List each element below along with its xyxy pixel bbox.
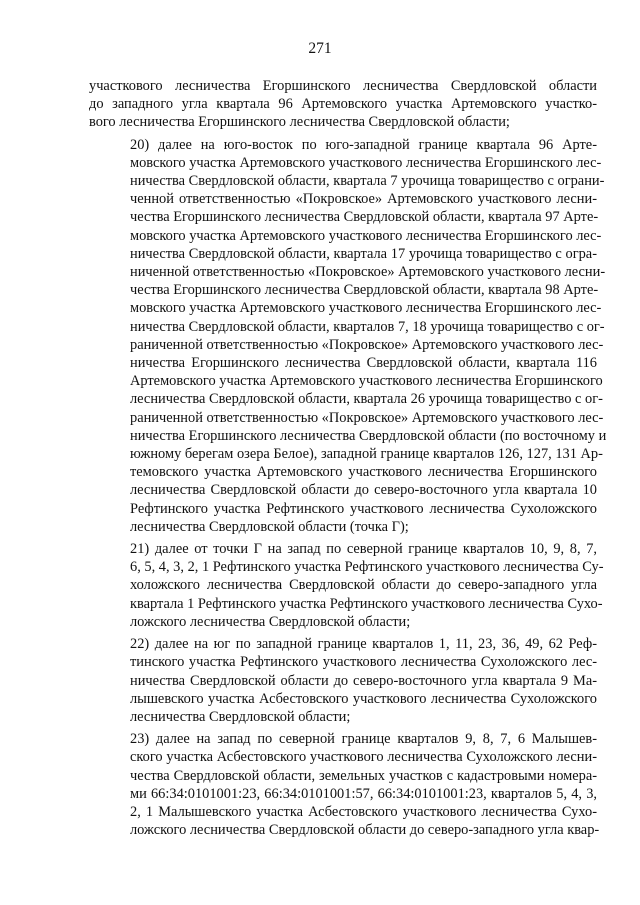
text-line: 23) далее на запад по северной границе кварталов 9, 8, 7, 6 Малышев- [130,731,597,748]
text-line: ми 66:34:0101001:23, 66:34:0101001:57, 66:34:0101001:23, кварталов 5, 4, 3, [130,785,597,802]
text-line: ложского лесничества Свердловской области; [130,613,411,630]
text-line: темовского участка Артемовского участкового лесничества Егоршинского [130,464,597,481]
text-line: 20) далее на юго-восток по юго-западной границе квартала 96 Арте- [130,136,597,153]
text-line: мовского участка Артемовского участкового лесничества Егоршинского лес- [130,300,602,317]
text-line: Рефтинского участка Рефтинского участкового лесничества Сухоложского [130,500,597,517]
text-line: ничества Свердловской области, квартала 7 урочища товарищество с ограни- [130,173,605,190]
text-line: Артемовского участка Артемовского участкового лесничества Егоршинского [130,373,603,390]
paragraph [89,540,604,631]
text-line: ниченной ответственностью «Покровское» Артемовского участкового лесни- [130,264,606,281]
text-line: лесничества Свердловской области; [130,708,351,725]
text-line: холожского лесничества Свердловской области до северо-западного угла [130,577,597,594]
text-line: тинского участка Рефтинского участкового лесничества Сухоложского лес- [130,654,597,671]
paragraph [89,77,597,132]
paragraph [89,635,597,726]
text-line: ложского лесничества Свердловской области до северо-западного угла квар- [130,822,600,839]
text-line: лесничества Свердловской области (точка Г); [130,518,409,535]
text-line: чества Егоршинского лесничества Свердловской области, квартала 98 Арте- [130,282,599,299]
text-line: чества Егоршинского лесничества Свердловской области, квартала 97 Арте- [130,209,599,226]
text-line: лесничества Свердловской области до северо-восточного угла квартала 10 [130,482,597,499]
text-line: мовского участка Артемовского участкового лесничества Егоршинского лес- [130,227,602,244]
text-line: лышевского участка Асбестовского участкового лесничества Сухоложского [130,690,597,707]
text-line: ничества Свердловской области до северо-восточного угла квартала 9 Ма- [130,672,597,689]
text-line: участкового лесничества Егоршинского лесничества Свердловской области [89,78,597,94]
text-line: 2, 1 Малышевского участка Асбестовского участкового лесничества Сухо- [130,803,597,820]
text-line: 22) далее на юг по западной границе кварталов 1, 11, 23, 36, 49, 62 Реф- [130,636,597,653]
paragraph [89,136,607,536]
text-line: ничества Егоршинского лесничества Свердловской области (по восточному и [130,427,607,444]
text-line: вого лесничества Егоршинского лесничества Свердловской области; [89,114,510,131]
text-line: раниченной ответственностью «Покровское» Артемовского участкового лес- [130,336,604,353]
text-line: ничества Свердловской области, квартала 17 урочища товарищество с огра- [130,245,597,262]
text-line: раниченной ответственностью «Покровское» Артемовского участкового лес- [130,409,604,426]
document-body [89,77,607,843]
text-line: ничества Свердловской области, кварталов 7, 18 урочища товарищество с ог- [130,318,605,335]
text-line: ничества Егоршинского лесничества Свердловской области, квартала 116 [130,355,597,372]
text-line: южному берегам озера Белое), западной границе кварталов 126, 127, 131 Ар- [130,446,603,463]
text-line: лесничества Свердловской области, квартала 26 урочища товарищество с ог- [130,391,603,408]
text-line: квартала 1 Рефтинского участка Рефтинского участкового лесничества Сухо- [130,595,603,612]
text-line: ченной ответственностью «Покровское» Артемовского участкового лесни- [130,191,597,208]
page-number: 271 [308,40,332,57]
text-line: мовского участка Артемовского участкового лесничества Егоршинского лес- [130,154,602,171]
text-line: ского участка Асбестовского участкового лесничества Сухоложского лесни- [130,749,597,766]
text-line: до западного угла квартала 96 Артемовского участка Артемовского участко- [89,96,597,113]
text-line: чества Свердловской области, земельных участков с кадастровыми номера- [130,767,597,784]
text-line: 6, 5, 4, 3, 2, 1 Рефтинского участка Рефтинского участкового лесничества Су- [130,559,604,576]
paragraph [89,730,600,839]
text-line: 21) далее от точки Г на запад по северной границе кварталов 10, 9, 8, 7, [130,541,597,558]
